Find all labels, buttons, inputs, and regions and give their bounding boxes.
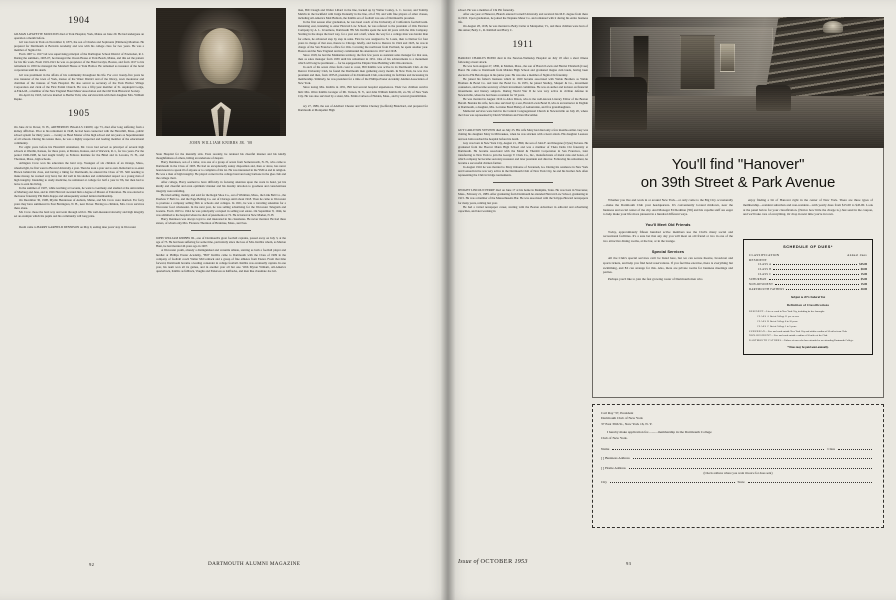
- ad-headline-line1: You'll find "Hanover": [671, 156, 805, 173]
- magazine-name-footer: DARTMOUTH ALUMNI MAGAZINE: [208, 561, 301, 567]
- section-divider: [191, 230, 251, 231]
- obit-paragraph: Harry Dennison was always loyal to and interested in his classmates. He never married. He had three sisters, of whom only Mrs. Florence Thornton of Braintree, Mass., survives.: [156, 217, 286, 226]
- obit-paragraph: school. He was a member of Chi Phi fraternity.: [458, 8, 515, 12]
- dues-definition: [749, 330, 867, 333]
- dues-definition-key: CLASS C: [757, 324, 770, 328]
- portrait-photo-knibbs: [156, 8, 286, 136]
- issue-year: 1953: [514, 558, 528, 565]
- obit-paragraph: Since 1918, he had the Manhattan territory, the first few years as assistant sales manager for that area, then as sales manager from 1939 until his retirement in 1951. One of his achievements is a monument which will long be prominent — for he equipped the Empire State Building with Otis elevators.: [298, 52, 428, 66]
- obit-paragraph: He was married in August 1916 to Alice Dixon, who is the well-known Literary Editor of the Boston Herald. Besides his wife, he is also survived by a son, Harold Lewis Bond II, who is an instructor in English at Dartmouth, a daughter, Mrs. Lorraine Bond Bailey of Auburndale, and five granddaughters.: [458, 96, 588, 110]
- dues-definition-text: Fathers of men who have attended or are attending Dartmouth College.: [784, 339, 854, 343]
- dues-tax-note: Subject to 20% Federal Tax: [790, 295, 826, 299]
- dartmouth-club-lobby-photo: [592, 17, 884, 148]
- obit-paragraph: For eight years before his Haverhill attainment, Mr. Crow had served as principal of several high schools at Oberlin, Kansas, for three years, at Marion, Kansas, and at Warwick, R. I., for two years. For the period 1906-1908, he had taught briefly as Fellows Institute for the Blind and in Laconia, N. H., and Thornton, Mass., high schools.: [14, 145, 144, 162]
- obit-paragraph: Mr. Crow chose the hard way and went through with it. His well-measured sincerity and high integrity set an example which his pupils and his community will long prize.: [14, 210, 144, 219]
- obit-paragraph: On April 24, 1918, Gil was married to Bertha Tidd, who survives him with their daughter Mrs. William Repke.: [14, 92, 144, 101]
- coupon-city-state-row[interactable]: [601, 479, 875, 484]
- ad-paragraph: Perhaps you'd like to join the fast growing roster of Dartmouth men who: [608, 277, 703, 282]
- dues-definition-text: Out of College 11 yrs. or over: [769, 314, 800, 318]
- dues-definition-key: SUBURBAN—: [749, 329, 768, 333]
- obit-paragraph: In each of his seven cities from coast to coast, Bill Knibbs was active in its Dartmouth Club. At the Denver University Club, he found the Dartmouth men gathering every month. In New York, he was vice president and then, from 1935-8, president of its Dartmouth Club, renovating its facilities and increasing its membership. Similarly, he was president for a time of the Phillips-Exeter Academy Alumni Association of New York.: [298, 65, 428, 86]
- dues-row-amount: $5.00: [860, 278, 867, 282]
- schedule-of-dues-panel: [743, 239, 873, 355]
- portrait-caption: JOHN WILLIAM KNIBBS JR. '08: [189, 141, 253, 145]
- halftone-grain: [592, 17, 884, 148]
- ad-subhead-special-services: Special Services: [651, 248, 685, 254]
- right-page-folio: 93: [626, 561, 632, 566]
- section-divider: [493, 182, 553, 183]
- dues-row-amount: $0.00: [860, 268, 867, 272]
- ad-body-col-right: [743, 198, 873, 355]
- ad-body-col-left: [603, 198, 733, 355]
- obit-paragraph: After college, Harry seemed to have difficulty in focusing attention upon the work in hand, yet his kindly and cheerful and even optimistic manner and his dreamy devotion to goodness and conscientious integrity were unfailing.: [156, 180, 286, 193]
- dues-definition: [749, 334, 867, 337]
- obit-paragraph: A Worcester youth, already a distinguished and versatile athlete, starring as both a football player and hurdler at Phillips Exeter Academy, "Bill" Knibbs came to Dartmouth with the Class of 1909 in the company of football coach Walter McCormack and a group of fine athletes from Exeter. From that time forward, Dartmouth became a leading contender in college football. Knibbs was eventually captain. In one year, his team won all its games, and in another year all but one. With Myron Witham, All-America quarterback, Knibbs as fullback, Vaughn and Patterson as halfbacks, and men like classmate Joe Gil-: [156, 248, 286, 273]
- dues-definition-text: Live or work in New York City, including its five boroughs.: [766, 309, 825, 313]
- dues-definition-key: RESIDENT—: [749, 309, 767, 313]
- coupon-name-input[interactable]: [612, 446, 824, 450]
- dots-leader: [786, 287, 858, 290]
- obit-paragraph: Gil was prominent in the affairs of his community throughout his life. For over twenty-five years he was treasurer of the town of York, trustee of the Water District and of the library, town moderator and chairman of the trustees of York Hospital. He also served as secretary of the York Harbor Village Corporation and clerk of the First Parish Church. He was a fifty-year member of St. Aspinquid Lodge, A.F.&A.M., a member of the New England Hotel Mens' Association and the Old York Historical Society.: [14, 72, 144, 93]
- obit-paragraph: He had a varied newspaper career, starting with the Boston Advertiser in editorial and advertising capacities, and later working in: [458, 204, 588, 213]
- coupon-home-address-row[interactable]: [601, 465, 875, 470]
- portrait-figure: [156, 8, 286, 146]
- coupon-state-input[interactable]: [748, 479, 872, 483]
- coupon-blank-dots: ...........: [648, 430, 658, 435]
- obit-paragraph: JOHN WILLIAM KNIBBS JR., one of Dartmouth's great football captains, passed away on July 3, at the age of 73. He had been suffering for some time, particularly since the loss of Mrs. Knibbs whom, as Marion Hunt, he had married 46 years ago in 1907.: [156, 236, 286, 249]
- dues-definition-text: Live and work outside a radius of 50 miles of the Club.: [773, 334, 828, 338]
- obit-paragraph: On June 22 in Dover, N. H., ARTHERTON INGALLS CROW, age 73, died after long suffering from a kidney affliction. Prior to his retirement in 1948, he had been connected with the Haverhill, Mass., public school system for thirty years — twenty as Head Master of the high school and ten years as Superintendent of all schools. During his tenure there, he was a highly respected and leading member of the educational community.: [14, 124, 144, 146]
- obit-paragraph: He was born August 27, 1890, in Malden, Mass., the son of Harold Lewis and Harriet Elizabeth (Case) Bond. He came to Dartmouth from Malden High School and graduated magna cum laude, having been elected to Phi Beta Kappa in his junior year. He was also a member of Sigma Chi fraternity.: [458, 64, 588, 77]
- dues-row-name: DARTMOUTH FATHERS: [749, 288, 785, 292]
- obit-paragraph: After one year at Hanover, Blanch entered Cornell University and received his M.E. degree from there in 1910. Upon graduation, he joined the Neptune Meter Co. and remained with it during his entire business life.: [458, 12, 588, 25]
- coupon-application-sentence: [601, 430, 875, 441]
- left-page-folio: 92: [89, 562, 95, 567]
- right-page: [448, 0, 896, 600]
- obit-paragraph: State Hospital for the mentally sick. Even recently, he retained his cheerful manner and his kindly thoughtfulness of others, hiding an undertone of despair.: [156, 151, 286, 160]
- dues-row-name: CLASS A: [758, 263, 772, 267]
- right-col-1: [458, 8, 588, 213]
- ad-headline-line2: on 39th Street & Park Avenue: [640, 173, 836, 191]
- left-col-1: [14, 8, 144, 273]
- coupon-state-label: State: [737, 480, 745, 485]
- dues-definitions-title: Definition of Classifications: [786, 303, 830, 308]
- dues-definition-key: DARTMOUTH FATHERS—: [749, 339, 785, 343]
- section-divider: [493, 122, 553, 123]
- issue-prefix: Issue of: [458, 558, 481, 565]
- ad-paragraph: enjoy finding a bit of Hanover right in the center of New York. There are three types of membership—resident suburban and non-resident—with yearly dues from $15.00 to $45.00. Look at the panel below for your classification. (Notice how little the charge is.) Just send in the coupon, and we'll take care of everything. Or drop in next time you're in town.: [743, 198, 873, 217]
- dues-definition-text: Out of College 1 to 5 years: [769, 324, 797, 328]
- ad-paragraph: All the Club's special services can't be listed here, but we can secure theatre, broadcast and sports tickets, and help you find hotel reservations. If you feel like exercise, there is everything but swimming, and Ed can arrange for this. Also, there are private rooms for business meetings and parties.: [603, 256, 733, 275]
- dues-row-name: SUBURBAN: [749, 278, 767, 282]
- dues-row-name: CLASS B: [758, 268, 772, 272]
- dots-leader: [775, 282, 859, 285]
- obit-paragraph: On August 28, 1918, he was married to Betty Cutler at Montpelier, Vt., and three children were born of this union; Betty C., R. Kimball and Harry C.: [458, 24, 588, 33]
- obit-paragraph: Arlington Crow won his education the hard way. Youngest of six children of an Orange, Mass., wheelwright, he first went to Brown University a year. Then he took a year out to earn. Reluctant to re-enter Brown behind his class, and having a liking for Dartmouth, he entered the Class of '05. Still needing to make money, he worked very hard, but did well in his studies and commanded respect as a young man of high integrity. Intending to study medicine, he remained at college for half a year in '06, but then had to leave to earn his living.: [14, 161, 144, 186]
- obit-paragraph: Since losing Mrs. Knibbs in 1951, Bill had several hospital experiences. Their two children survive him: Mrs. Olive Knibbs Granger of Mt. Vernon, N. Y., and John William Knibbs III, ex-'39, of New York City. He was also survived by a sister, Mrs. Emma Carlson of Holden, Mass., and by several grandchildren.: [298, 85, 428, 98]
- coupon-business-address-input[interactable]: [633, 455, 872, 459]
- coupon-class-input[interactable]: [838, 446, 872, 450]
- obit-paragraph: He tried selling, mainly, and sold for the Regal Shoe Co., out of Whitman, Mass., the Link Belt Co., the Peerless V Belt Co. and the Page Belting Co. out of Chicago until about 1918. Then he came to Worcester to promote a company selling film to schools and colleges. In 1921, he was a traveling salesman for a Worcester food wholesaler. In the next year, he was selling advertising for the Worcester Telegram and Gazette. From 1923 to 1944 he was principally occupied in selling real estate. On September 8, 1944, he was admitted to the hospital where he died of pneumonia at 72. He is buried at New Market, N. H.: [156, 192, 286, 217]
- dues-row-amount: 40.00: [860, 288, 867, 292]
- left-col-3: [298, 8, 428, 273]
- obit-closing-line: Death came to HARRY GARFIELD DENNISON on May 9, ending nine years' stay in Worcester: [19, 224, 137, 229]
- left-col-2: [156, 8, 286, 273]
- obit-paragraph: In the first season after graduation, he was head coach of the University of California's football team. Returning east, intending to enter Harvard Law School, he was referred to the president of Otis Elevator Company by A. L. Livermore, Dartmouth '88. Mr. Knibbs spent the next 46 years with the Otis Company. Starting in the shops the hard way, for a year and a half, where the way for a college man was harder than for others, he advanced step by step in sales. First he was assigned to St. Louis, then to Denver for four years in charge of that area, thence to Chicago briefly, and back to Denver. In 1924 and 1925, he was in charge of the San Francisco office for Otis. Covering the northwest from Portland, he spent another year. Boston and the New England territory commanded his attention in 1917 and 1918.: [298, 20, 428, 53]
- year-heading-1905: 1905: [68, 109, 90, 120]
- coupon-city-label: City: [601, 480, 608, 485]
- ad-paragraph: Today, approximately fifteen hundred active members use the Club's many social and recreational facilities. It's a sure bet that any day you will meet an old friend or two in one of the two attractive dining rooms, at the bar, or in the lounge.: [603, 229, 733, 244]
- obit-paragraph: In August 1916 he was married to Mary Osborne of Savannah, Ga. During his residence in New York and Connecticut he was very active in the Dartmouth Club of New York City, he and his brother Jack often representing the Club in bridge tournaments.: [458, 165, 588, 178]
- obit-paragraph: Memorial services were held in the Central Congregational Church in Newtonville on July 20, where the Class was represented by Dutch Whitman and Stan Macomber.: [458, 109, 588, 118]
- dots-leader: [773, 262, 857, 265]
- coupon-home-checkbox-label[interactable]: [ ] Home Address: [601, 465, 626, 470]
- dues-row-name: NON-RESIDENT: [749, 283, 774, 287]
- obit-closing-line: ary 27, 1886, the son of Adelbert Chester and Velma Cherney (Gefferds) Blanchard, and prepared for Dartmouth at Montpelier High: [298, 103, 428, 112]
- dues-title: SCHEDULE OF DUES*: [783, 244, 833, 250]
- obit-paragraph: Guy was born in New York City, August 21, 1890, the son of John F. and Imogene (Clyne) Stevens. He graduated from the Hoover Mann High School and was a member of Theta Delta Chi fraternity at Dartmouth. He became associated with the Metal & Thermit Corporation in San Francisco, later transferring to New York to join the George V. Clark Co., Inc., manufacturers of metal cans and boxes, of which company he became secretary-treasurer and later president and director. Following his retirement, he became a successful chicken farmer.: [458, 140, 588, 165]
- obit-paragraph: HAROLD CHARLES BOND died in the Newton-Wellesley Hospital on July 18 after a short illness following a heart attack.: [458, 56, 588, 65]
- dues-definition: [749, 320, 867, 323]
- obit-paragraph: man, Bill Clough and Walter Lillard in the line, backed up by Walter Conley, L. C. Grover, and Tommy Melvin in the backfield with Judge Donnelly in the line, all of '09, and with fine players of other classes, including All-America Matt Bullock, the Knibbs era of football was one of Dartmouth's proudest.: [298, 8, 428, 21]
- obit-paragraph: Gil was born in York on November 9, 1875, the son of Charles and Sophronia (Emmons) Moulton. He prepared for Dartmouth at Berwick Academy and was with his college class for two years. He was a member of Sigma Chi.: [14, 39, 144, 53]
- dues-row-amount: $45.00: [859, 263, 867, 267]
- coupon-home-address-input[interactable]: [629, 465, 872, 469]
- coupon-name-label: Name: [601, 446, 610, 451]
- dots-leader: [773, 272, 858, 275]
- coupon-address-line: Dartmouth Club of New York: [601, 416, 643, 421]
- dots-leader: [769, 277, 859, 280]
- left-page-columns: [14, 8, 434, 273]
- coupon-address-line: Carl Ray '37, President: [601, 411, 634, 415]
- dues-header-classification: CLASSIFICATION: [749, 252, 780, 257]
- obit-paragraph: GILMAN LaFAYETTE MOULTON died at York Hospital, York, Maine on June 29. He had undergone an operation a month before.: [14, 31, 144, 40]
- dues-definition: [749, 339, 867, 342]
- obit-paragraph: On December 30, 1908, Myrtle Henderson of Auburn, Maine, and Mr. Crow were married. For forty years they have summered in East Barrington, N. H., near Dover. Having no children, Mrs. Crow survives there alone.: [14, 198, 144, 211]
- ad-headline: [603, 156, 873, 191]
- ad-subhead-old-friends: You'll Meet Old Friends: [645, 222, 691, 228]
- dues-row: [749, 287, 867, 292]
- coupon-business-address-row[interactable]: [601, 455, 875, 460]
- dues-definition-key: NON-RESIDENT—: [749, 334, 774, 338]
- ad-paragraph: Whether you live and work in or around New York—or only come to the Big City occasionally—make the Dartmouth Club your headquarters. It's conveniently located midtown, near the business and social center of the city. And Manager Ed Redman ('06) and his capable staff are eager to help make your life more pleasant in a hundred different ways.: [603, 198, 733, 217]
- dartmouth-club-advertisement: [592, 148, 884, 398]
- obit-paragraph: GUY CARLETON STEVENS died on July 25. His wife Mary had died only a few months earlier. Guy was visiting his daughter Mary in Milwaukee, when he was stricken with a heart attack. His daughter Leonore and son John reached the hospital before his death.: [458, 128, 588, 141]
- coupon-name-row[interactable]: [601, 446, 875, 451]
- issue-line-footer: [458, 558, 528, 565]
- dues-row-amount: 15.00: [860, 283, 867, 287]
- coupon-city-input[interactable]: [610, 479, 734, 483]
- coupon-class-label: Class: [827, 446, 835, 451]
- dues-footnote: * Dues may be paid semi-annually.: [787, 345, 829, 349]
- dues-definition-text: Live and work outside New York City and within a radius of 50 miles from Club.: [767, 329, 848, 333]
- issue-month: OCTOBER: [480, 558, 513, 565]
- obit-paragraph: Harry Dennison, son of a tailor, was one of a group of seven from Somersworth, N. H., who came to Dartmouth in the Class of 1905. He had an exceptionally sunny disposition and, then or since, has never been known to speak ill of anyone or to complain of his lot. He was interested in the YMCA and in religion. He was a man of high integrity. He played cornet in the college band and sang baritone in the glee club and the college choir.: [156, 159, 286, 181]
- obit-paragraph: From 1907 to 1917 Gil was supervising principal of the Darlington School District of Pawtucket, R. I. During the summers, 1905-07, he managed the Ocean House at York Beach, Maine, and this set the pattern for his life work. From 1919-1921 he was co-proprietor of the Hotel Gralyn, Boston, and from 1917 to his retirement in 1950 he managed the Marshall House at York Harbor. He remained as treasurer of the hotel corporation until his death.: [14, 52, 144, 73]
- dues-row-amount: 15.00: [860, 273, 867, 277]
- dues-row-name: CLASS C: [758, 273, 772, 277]
- obit-paragraph: In the summer of 1907, while teaching at Laconia, he went to Germany and studied at the universities of Marburg and Jena, and in 1926 Harvard awarded him a degree of Master of Education. He was elected to the honor fraternity Phi Delta Kappa and subsequently earned tuition membership.: [14, 185, 144, 199]
- coupon-address-hint: (Check address where you want invoice for dues sent): [703, 470, 773, 475]
- coupon-business-checkbox-label[interactable]: [ ] Business Address: [601, 456, 630, 461]
- coupon-sentence-prefix: I hereby make application for: [607, 430, 649, 435]
- year-heading-1911: 1911: [512, 40, 534, 51]
- dots-leader: [773, 267, 858, 270]
- coupon-sentence-suffix: Club of New York.: [601, 435, 628, 440]
- membership-application-coupon[interactable]: [592, 404, 884, 528]
- coupon-sentence-mid: membership in the Dartmouth College: [657, 430, 712, 435]
- dues-header-row: [749, 253, 867, 258]
- dues-definition-text: Out of College 6 to 10 years: [769, 319, 798, 323]
- obit-paragraph: DWIGHT LINCOLN PERRY died on June 17 at his home in Memphis, Tenn. He was born in Worcester, Mass., February 21, 1889. After graduating from Dartmouth he attended Harvard Law School, graduating in 1915. He was a member of the Massachusetts Bar. He was associated with the Scripps-Howard newspapers for many years, retiring last year.: [458, 188, 588, 205]
- ad-body-columns: [603, 198, 873, 355]
- dues-group-resident: RESIDENT: [749, 257, 768, 262]
- coupon-address-line: 37 East 39th St., New York 16, N. Y.: [601, 421, 653, 426]
- dues-definition: [749, 325, 867, 328]
- dues-header-annual: Annual dues: [847, 252, 867, 257]
- dues-definition: [749, 310, 867, 313]
- dues-definition-key: CLASS B: [757, 319, 770, 323]
- dues-definition: [749, 315, 867, 318]
- year-heading-1904: 1904: [68, 16, 90, 26]
- dues-definition-key: CLASS A: [757, 314, 770, 318]
- halftone-grain: [156, 8, 286, 136]
- obit-paragraph: He joined his father's business which in 1920 became associated with Waldo Brothers as Waldo Brothers & Bond Co. and later the Bond Co. In 1935, he joined Studley, Shupert & Co., investment counselors, and became secretary of their investment committee. He was an author and lecturer on financial investments and literary subjects. During World War II he was very active in civilian defense in Newtonville, where he had been a resident for 33 years.: [458, 76, 588, 97]
